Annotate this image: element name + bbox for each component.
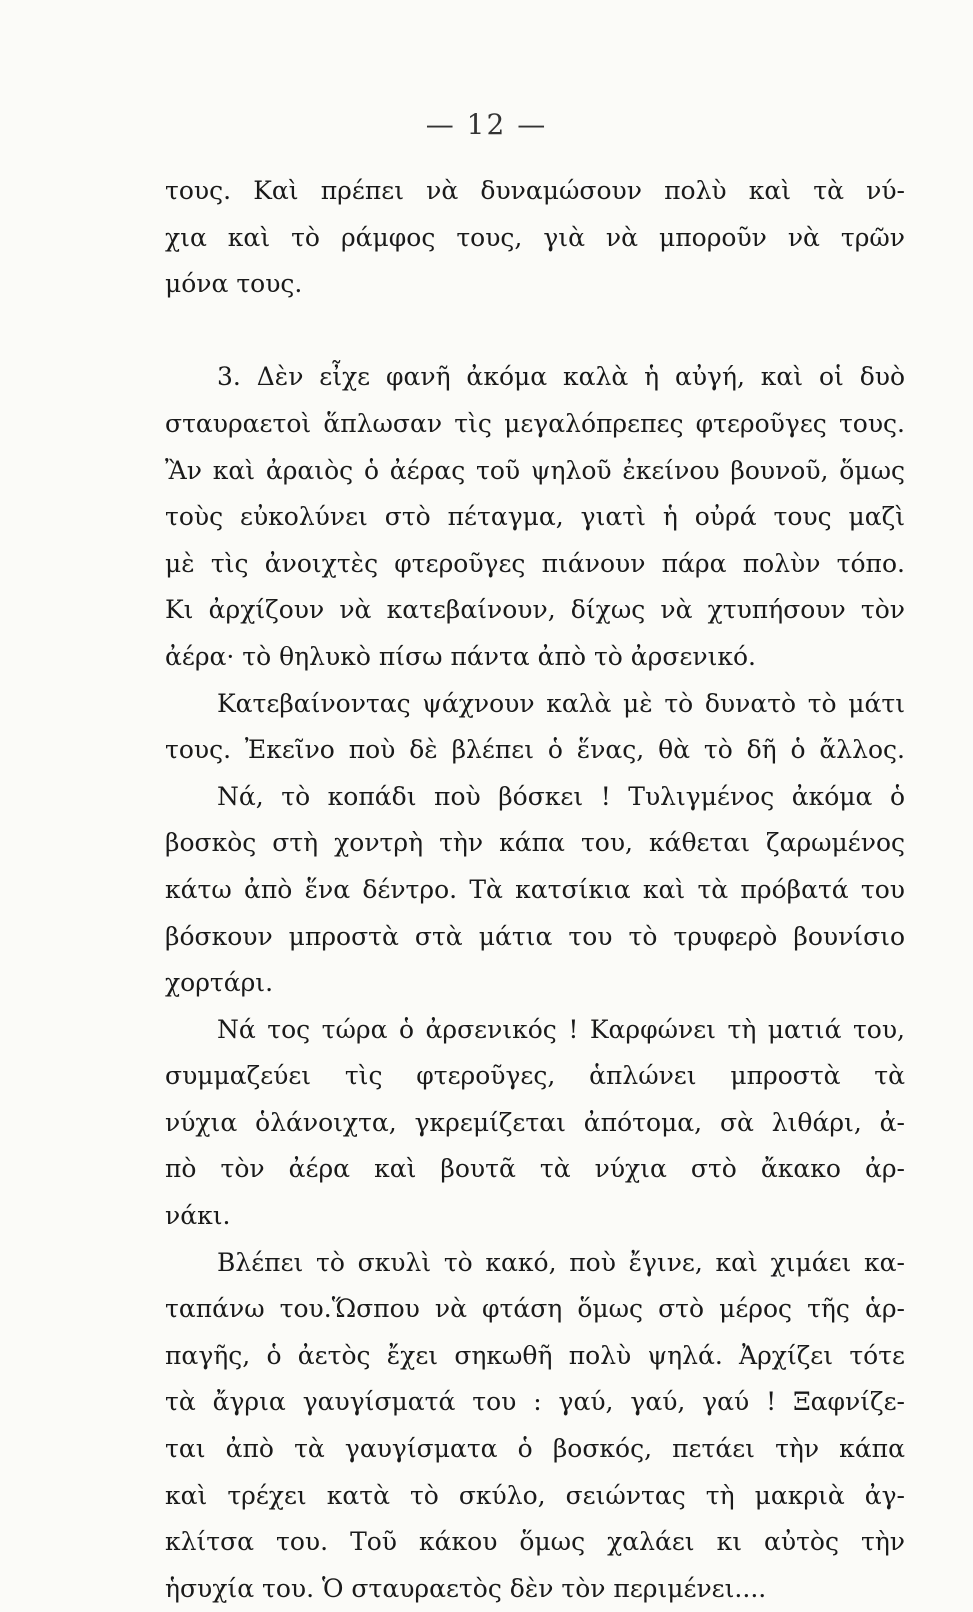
text-line: Ἂν καὶ ἀραιὸς ὁ ἀέρας τοῦ ψηλοῦ ἐκείνου βουνοῦ, ὅμως bbox=[165, 455, 905, 485]
text-line: ται ἀπὸ τὰ γαυγίσματα ὁ βοσκός, πετάει τὴν κάπα bbox=[165, 1434, 905, 1464]
text-line: πὸ τὸν ἀέρα καὶ βουτᾶ τὰ νύχια στὸ ἄκακο ἀρ- bbox=[165, 1154, 905, 1184]
text-line: τὰ ἄγρια γαυγίσματά του : γαύ, γαύ, γαύ ! Ξαφνίζε- bbox=[165, 1387, 905, 1417]
text-line: συμμαζεύει τὶς φτεροῦγες, ἁπλώνει μπροστὰ τὰ bbox=[165, 1061, 905, 1091]
text-line: χορτάρι. bbox=[165, 968, 274, 998]
text-line: νύχια ὁλάνοιχτα, γκρεμίζεται ἀπότομα, σὰ λιθάρι, ἀ- bbox=[165, 1107, 905, 1137]
text-line: κάτω ἀπὸ ἕνα δέντρο. Τὰ κατσίκια καὶ τὰ πρόβατά του bbox=[165, 874, 905, 904]
text-line: βοσκὸς στὴ χοντρὴ τὴν κάπα του, κάθεται ζαρωμένος bbox=[165, 828, 905, 858]
text-line: 3. Δὲν εἶχε φανῆ ἀκόμα καλὰ ἡ αὐγή, καὶ οἱ δυὸ bbox=[217, 362, 905, 392]
text-line: ταπάνω του.Ὥσπου νὰ φτάση ὅμως στὸ μέρος τῆς ἁρ- bbox=[165, 1294, 905, 1324]
text-line: Κι ἀρχίζουν νὰ κατεβαίνουν, δίχως νὰ χτυπήσουν τὸν bbox=[165, 595, 905, 625]
text-line: μόνα τους. bbox=[165, 269, 303, 299]
text-line: τους. Ἐκεῖνο ποὺ δὲ βλέπει ὁ ἕνας, θὰ τὸ δῆ ὁ ἄλλος. bbox=[165, 735, 905, 765]
text-line: Κατεβαίνοντας ψάχνουν καλὰ μὲ τὸ δυνατὸ τὸ μάτι bbox=[217, 688, 905, 718]
text-line: τοὺς εὐκολύνει στὸ πέταγμα, γιατὶ ἡ οὐρά τους μαζὶ bbox=[165, 502, 905, 532]
text-line: χια καὶ τὸ ράμφος τους, γιὰ νὰ μποροῦν νὰ τρῶν bbox=[165, 222, 905, 252]
text-line: ἡσυχία του. Ὁ σταυραετὸς δὲν τὸν περιμένει.... bbox=[165, 1573, 767, 1603]
text-line: Νά τος τώρα ὁ ἀρσενικός ! Καρφώνει τὴ ματιά του, bbox=[217, 1014, 905, 1044]
text-line: Νά, τὸ κοπάδι ποὺ βόσκει ! Τυλιγμένος ἀκόμα ὁ bbox=[217, 781, 905, 811]
body-text bbox=[165, 168, 905, 1612]
page-number: — 12 — bbox=[425, 108, 548, 141]
text-line: ἀέρα· τὸ θηλυκὸ πίσω πάντα ἀπὸ τὸ ἀρσενικό. bbox=[165, 641, 756, 671]
text-line: σταυραετοὶ ἅπλωσαν τὶς μεγαλόπρεπες φτεροῦγες τους. bbox=[165, 408, 905, 438]
text-line: Βλέπει τὸ σκυλὶ τὸ κακό, ποὺ ἔγινε, καὶ χιμάει κα- bbox=[217, 1247, 905, 1277]
text-line: κλίτσα του. Τοῦ κάκου ὅμως χαλάει κι αὐτὸς τὴν bbox=[165, 1527, 905, 1557]
text-line: μὲ τὶς ἀνοιχτὲς φτεροῦγες πιάνουν πάρα πολὺν τόπο. bbox=[165, 548, 905, 578]
text-line: παγῆς, ὁ ἀετὸς ἔχει σηκωθῆ πολὺ ψηλά. Ἀρχίζει τότε bbox=[165, 1340, 905, 1370]
text-line: βόσκουν μπροστὰ στὰ μάτια του τὸ τρυφερὸ βουνίσιο bbox=[165, 921, 905, 951]
text-line: τους. Καὶ πρέπει νὰ δυναμώσουν πολὺ καὶ τὰ νύ- bbox=[165, 176, 905, 205]
text-line: νάκι. bbox=[165, 1201, 231, 1231]
text-line: καὶ τρέχει κατὰ τὸ σκύλο, σειώντας τὴ μακριὰ ἀγ- bbox=[165, 1480, 905, 1510]
